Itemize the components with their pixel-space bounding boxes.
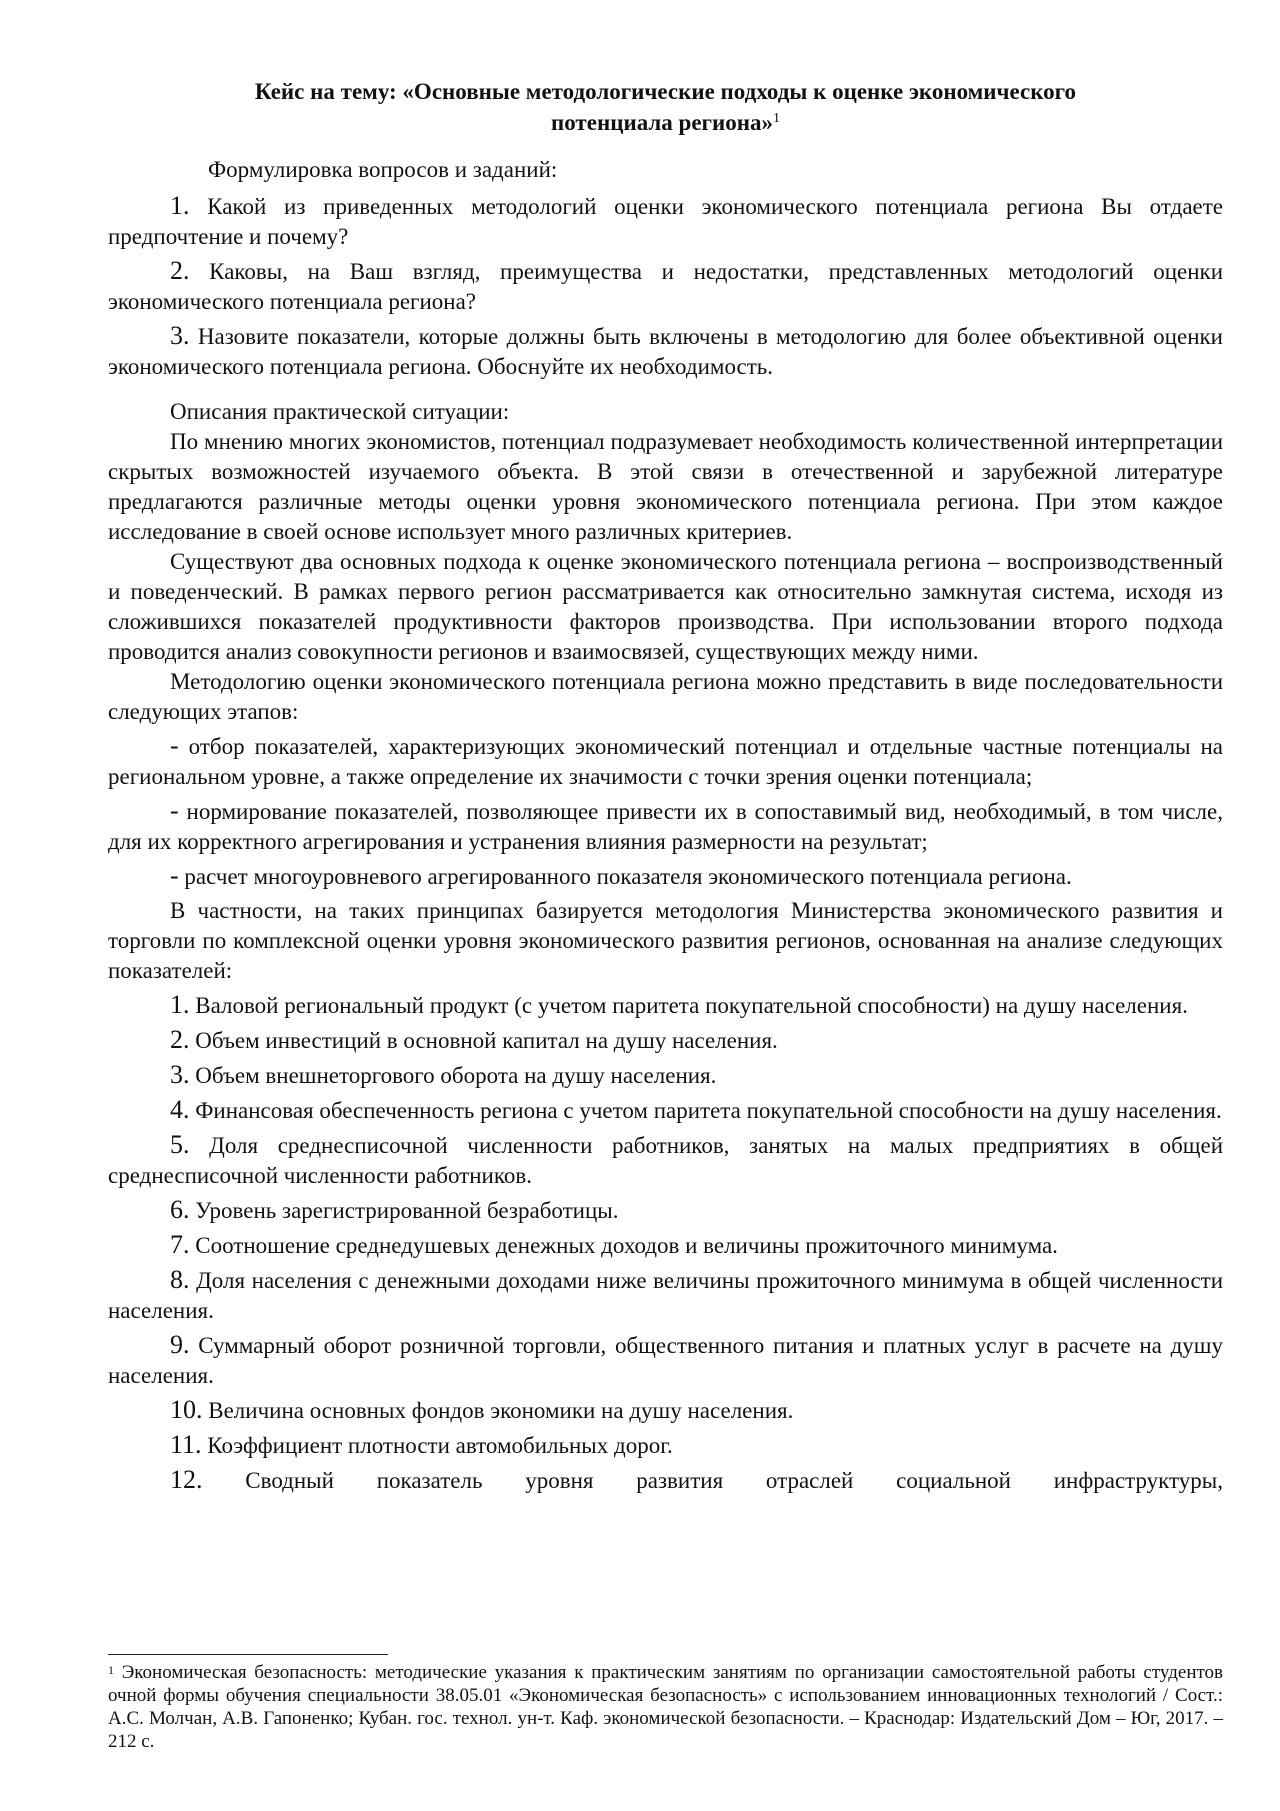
stage-text: нормирование показателей, позволяющее привести их в сопоставимый вид, необходимый, в том числе, для их корректного агрегирования и устранения влияния размерности на результат; [108,799,1223,854]
question-text: Назовите показатели, которые должны быть включены в методологию для более объективной оценки экономического потенциала региона. Обоснуйте их необходимость. [108,324,1223,379]
indicator-number: 7. [170,1230,190,1259]
situation-paragraph-2: Существуют два основных подхода к оценке экономического потенциала региона – воспроизводственный и поведенческий. В рамках первого регион рассматривается как относительно замкнутая система, исходя из сложившихся показателей продуктивности факторов производства. При использовании второго подхода проводится анализ совокупности регионов и взаимосвязей, существующих между ними. [108,549,1223,664]
indicator-item [108,1395,1223,1426]
stages-list [108,731,1223,892]
question-item-2 [108,256,1223,317]
stage-text: отбор показателей, характеризующих экономический потенциал и отдельные частные потенциалы на региональном уровне, а также определение их значимости с точки зрения оценки потенциала; [108,734,1223,789]
questions-section [108,155,1223,386]
indicator-item [108,1465,1223,1496]
question-text: Каковы, на Ваш взгляд, преимущества и недостатки, представленных методологий оценки экономического потенциала региона? [108,259,1223,314]
title-line-1: Кейс на тему: «Основные методологические подходы к оценке экономического [254,79,1077,104]
questions-header: Формулировка вопросов и заданий: [208,157,558,182]
question-item-1 [108,191,1223,252]
stage-text: расчет многоуровневого агрегированного показателя экономического потенциала региона. [184,864,1072,889]
indicator-number: 6. [170,1195,190,1224]
indicator-number: 5. [170,1130,190,1159]
indicator-item [108,990,1223,1021]
indicator-number: 2. [170,1025,190,1054]
indicator-number: 10. [170,1395,203,1424]
indicator-text: Сводный показатель уровня развития отраслей социальной инфраструктуры, [245,1468,1224,1493]
indicator-item [108,1025,1223,1056]
footnote-mark: 1 [108,1663,114,1677]
situation-section [108,397,1223,1500]
indicator-number: 4. [170,1095,190,1124]
footnote-separator [108,1654,388,1655]
indicator-item [108,1230,1223,1261]
stage-item-3 [108,861,1223,892]
question-item-3 [108,321,1223,382]
situation-paragraph-3: Методологию оценки экономического потенциала региона можно представить в виде последовательности следующих этапов: [108,669,1223,724]
indicators-list [108,990,1223,1496]
indicator-text: Доля населения с денежными доходами ниже величины прожиточного минимума в общей численности населения. [108,1268,1224,1323]
ministry-paragraph: В частности, на таких принципах базируется методология Министерства экономического развития и торговли по комплексной оценки уровня экономического развития регионов, основанная на анализе следующих показателей: [108,898,1223,983]
stage-item-1 [108,731,1223,792]
document-title [108,76,1223,138]
indicator-text: Финансовая обеспеченность региона с учетом паритета покупательной способности на душу населения. [195,1098,1222,1123]
stage-dash: - [170,731,179,760]
stage-dash: - [170,861,179,890]
footnote-reference: 1 [773,111,780,126]
indicator-text: Доля среднесписочной численности работников, занятых на малых предприятиях в общей среднесписочной численности работников. [108,1133,1223,1188]
indicator-item [108,1265,1223,1326]
situation-paragraph-1: По мнению многих экономистов, потенциал подразумевает необходимость количественной интерпретации скрытых возможностей изучаемого объекта. В этой связи в отечественной и зарубежной литературе предлагаются различные методы оценки уровня экономического потенциала региона. При этом каждое исследование в своей основе использует много различных критериев. [108,429,1223,544]
indicator-item [108,1130,1223,1191]
indicator-number: 9. [170,1330,190,1359]
footnote-text: Экономическая безопасность: методические указания к практическим занятиям по организации самостоятельной работы студентов очной формы обучения специальности 38.05.01 «Экономическая безопасность» с использованием инновационных технологий / Сост.: А.С. Молчан, А.В. Гапоненко; Кубан. гос. технол. ун-т. Каф. экономической безопасности. – Краснодар: Издательский Дом – Юг, 2017. – 212 с. [108,1662,1224,1752]
indicator-item [108,1060,1223,1091]
indicator-text: Коэффициент плотности автомобильных дорог. [207,1433,673,1458]
question-number: 3. [170,321,190,350]
indicator-item [108,1430,1223,1461]
title-line-2-text: потенциала региона» [550,110,773,135]
indicator-text: Величина основных фондов экономики на душу населения. [208,1398,794,1423]
stage-dash: - [170,796,179,825]
footnote [108,1661,1223,1753]
indicator-text: Уровень зарегистрированной безработицы. [195,1198,619,1223]
questions-list [108,191,1223,382]
indicator-text: Объем инвестиций в основной капитал на душу населения. [195,1028,778,1053]
indicator-number: 3. [170,1060,190,1089]
indicator-text: Валовой региональный продукт (с учетом паритета покупательной способности) на душу населения. [195,993,1188,1018]
title-line-2 [108,107,1223,138]
indicator-number: 8. [170,1265,190,1294]
indicator-number: 12. [170,1465,203,1494]
question-number: 2. [170,256,190,285]
indicator-number: 11. [170,1430,202,1459]
indicator-number: 1. [170,990,190,1019]
indicator-text: Суммарный оборот розничной торговли, общественного питания и платных услуг в расчете на душу населения. [108,1333,1223,1388]
indicator-item [108,1095,1223,1126]
indicator-text: Объем внешнеторгового оборота на душу населения. [195,1063,717,1088]
stage-item-2 [108,796,1223,857]
indicator-item [108,1195,1223,1226]
question-text: Какой из приведенных методологий оценки экономического потенциала региона Вы отдаете предпочтение и почему? [108,194,1223,249]
situation-header: Описания практической ситуации: [170,399,510,424]
question-number: 1. [170,191,190,220]
indicator-item [108,1330,1223,1391]
indicator-text: Соотношение среднедушевых денежных доходов и величины прожиточного минимума. [195,1233,1058,1258]
